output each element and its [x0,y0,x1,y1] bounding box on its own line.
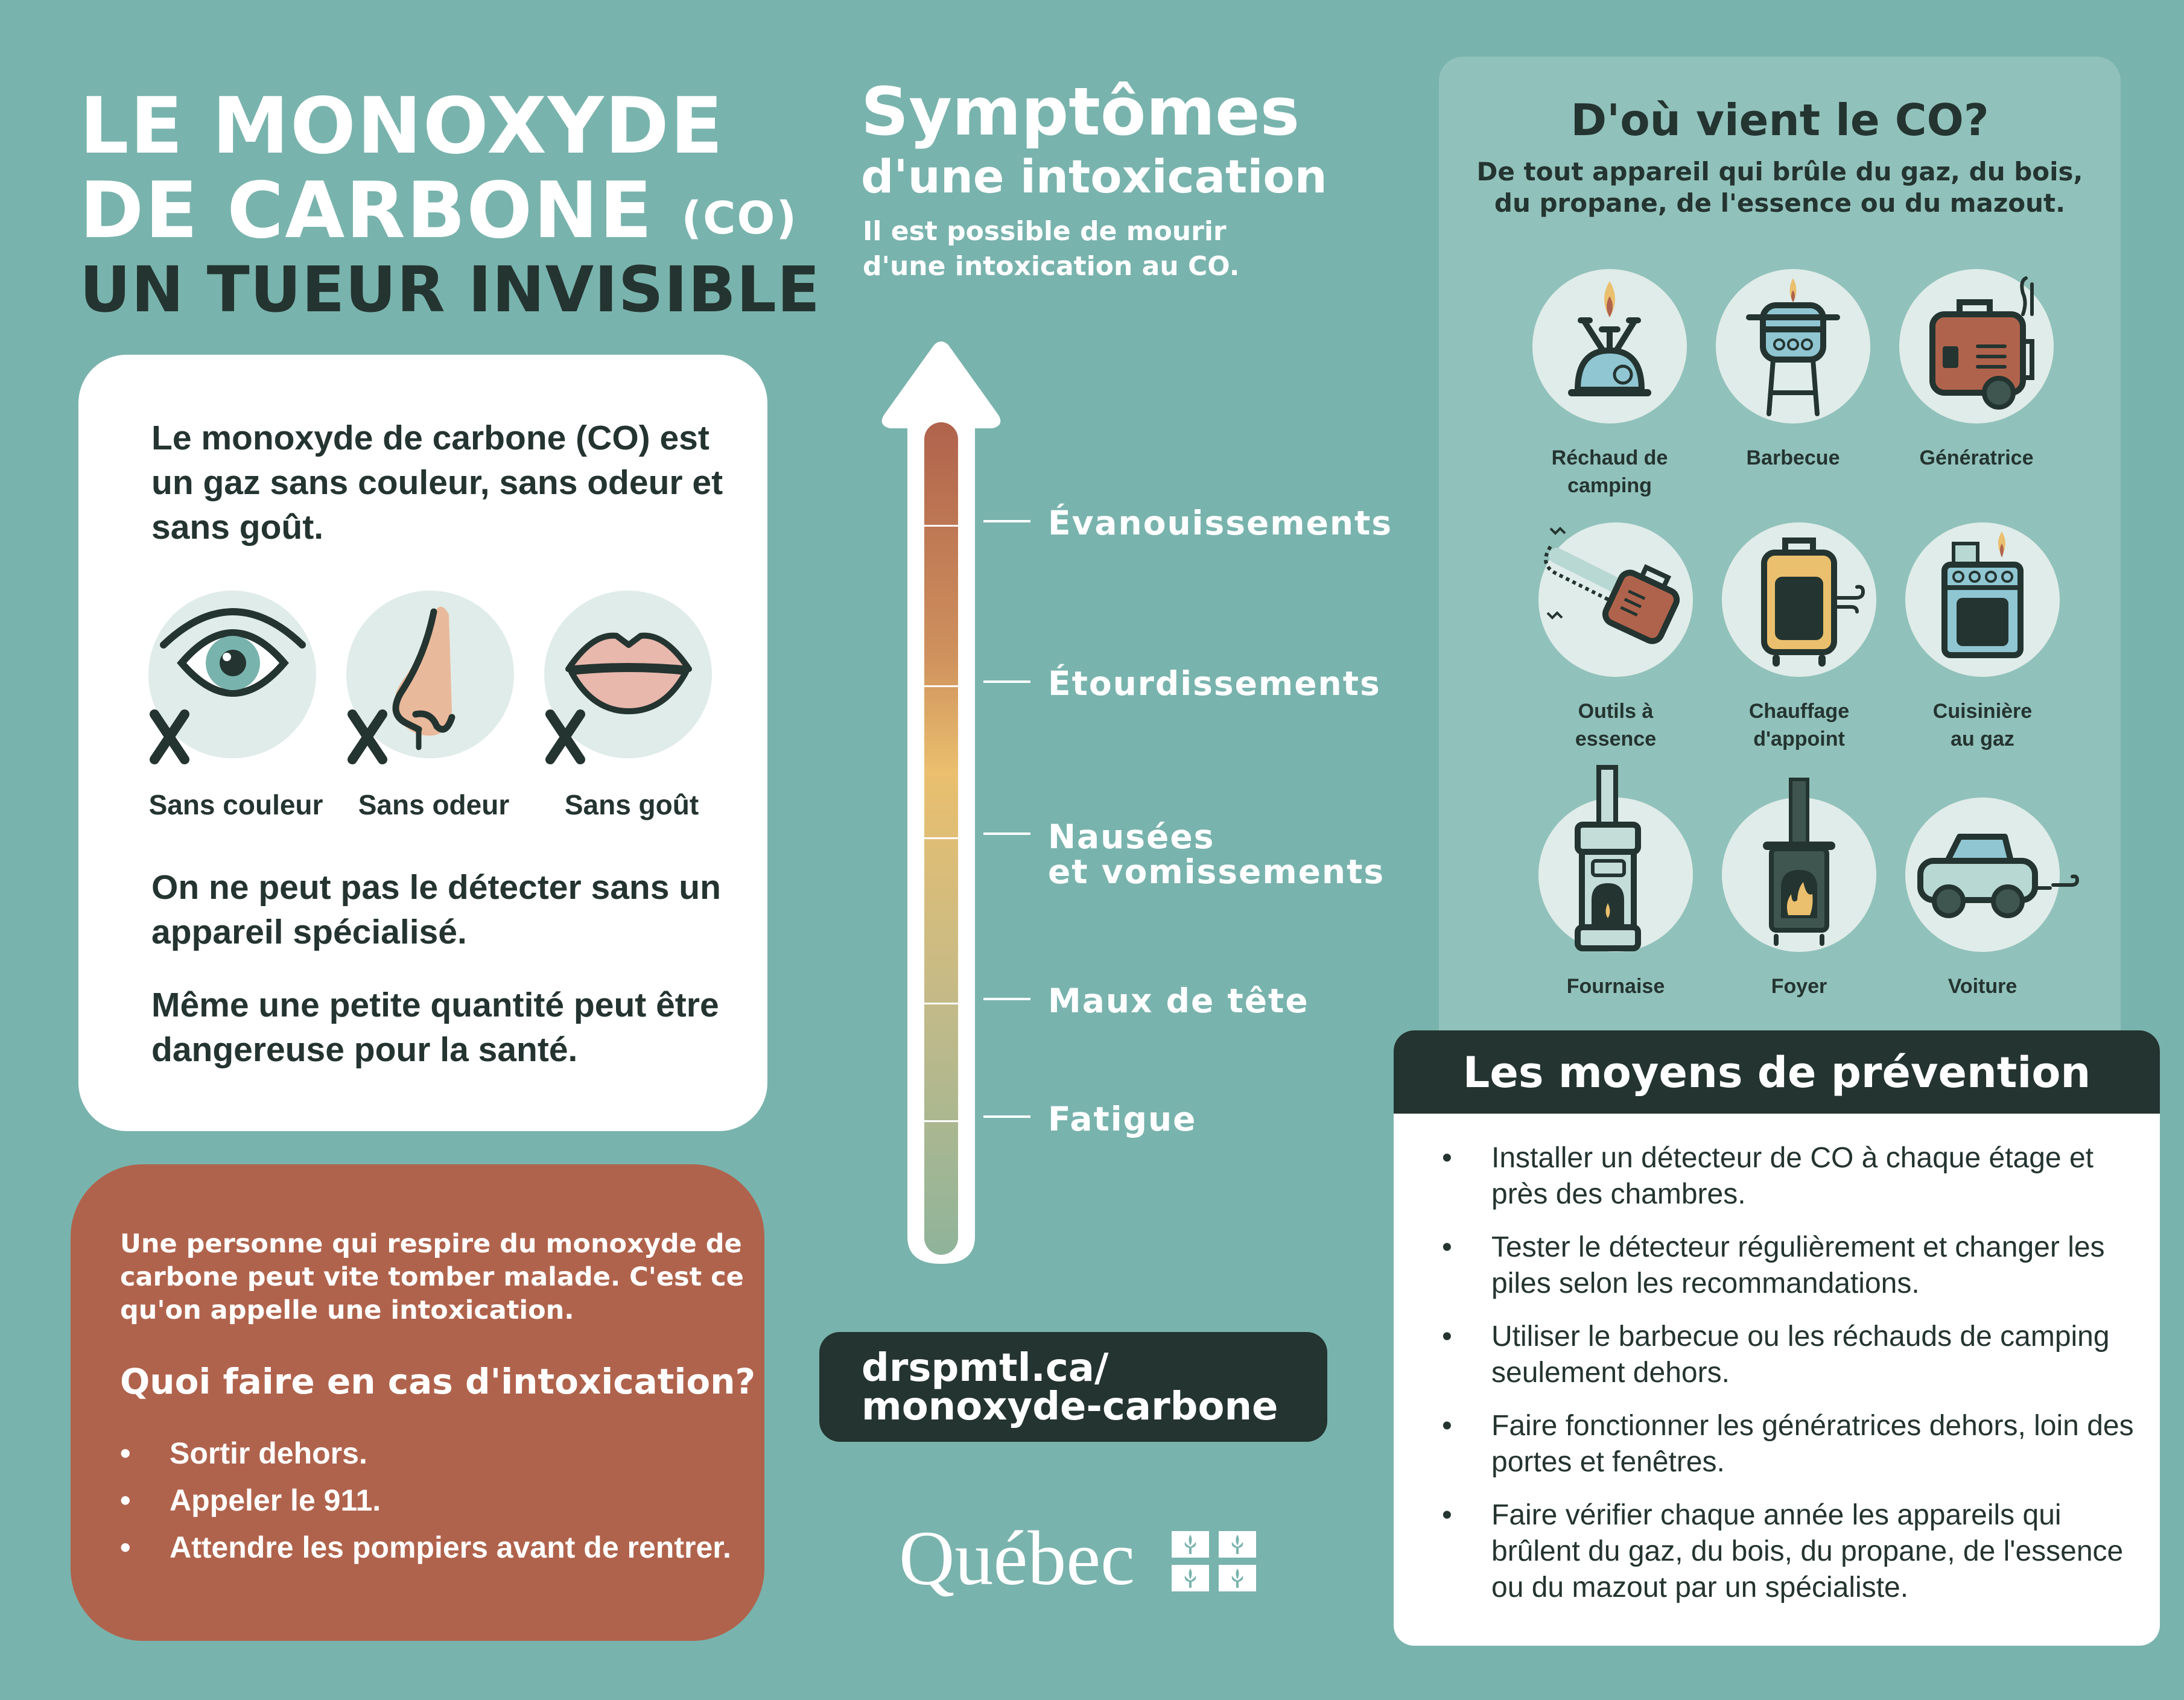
gas-stove-icon [1905,522,2060,677]
list-item: • Utiliser le barbecue ou les réchauds de camping seulement dehors. [1442,1319,2136,1391]
website-link[interactable] [819,1332,1327,1442]
source-label [1511,697,1720,753]
intoxication-intro: Une personne qui respire du monoxyde de carbone peut vite tomber malade. C'est ce qu'on appelle une intoxication. [120,1229,744,1325]
website-link-text[interactable] [862,1346,1278,1429]
x-mark-icon [352,714,383,760]
list-item: • Installer un détecteur de CO à chaque étage et près des chambres. [1442,1140,2136,1213]
list-item: • Sortir dehors. [120,1430,760,1477]
source-label-line-1: Foyer [1771,975,1827,998]
source-label [1878,697,2087,753]
source-item [1511,798,1692,1051]
symptoms-note-line-2: d'une intoxication au CO. [863,251,1240,282]
severity-thermometer-icon [869,338,1014,1267]
source-item [1878,798,2059,1051]
sources-title: D'où vient le CO? [1570,95,1989,145]
source-label-line-1: Cuisinière [1932,700,2033,723]
symptom-label: Étourdissements [1048,664,1381,703]
list-item: • Faire vérifier chaque année les appareils qui brûlent du gaz, du bois, du propane, de l'essence ou du mazout par un spécialiste. [1442,1497,2136,1606]
source-label-line-2: essence [1575,728,1657,750]
furnace-icon [1538,798,1693,952]
camping-stove-icon [1532,269,1687,423]
symptoms-note [863,214,1239,284]
source-item [1872,269,2053,522]
sources-subtitle-line-1: De tout appareil qui brûle du gaz, du bois, [1476,157,2083,186]
symptom-tick [983,680,1030,683]
sense-color [148,591,323,856]
prevention-title: Les moyens de prévention [1462,1048,2091,1097]
intoxication-card [71,1164,764,1641]
title-line-1: LE MONOXYDE [80,81,725,171]
website-line-2[interactable]: monoxyde-carbone [862,1384,1278,1429]
list-item: • Attendre les pompiers avant de rentrer. [120,1524,760,1571]
barbecue-icon [1716,269,1870,423]
intoxication-steps [120,1430,760,1571]
source-item [1511,522,1692,776]
list-item: • Tester le détecteur régulièrement et changer les piles selon les recommandations. [1442,1229,2136,1302]
source-item [1695,798,1876,1051]
symptom-label: Maux de tête [1048,982,1309,1020]
source-label-line-1: Chauffage [1748,700,1850,723]
symptom-tick [983,833,1030,835]
nose-icon [346,591,515,772]
senses-row [148,591,728,820]
symptom-tick [983,520,1030,522]
source-label [1695,697,1903,753]
sources-subtitle [1463,156,2097,219]
list-item: • Faire fonctionner les génératrices dehors, loin des portes et fenêtres. [1442,1408,2136,1480]
prevention-header [1394,1030,2160,1114]
source-label-line-1: Réchaud de [1551,446,1668,469]
source-item [1689,269,1870,522]
source-label-line-1: Génératrice [1919,446,2034,469]
source-label-line-1: Barbecue [1746,446,1840,469]
quebec-logo: Québec [899,1515,1135,1601]
list-item: • Appeler le 911. [120,1477,760,1524]
source-label-line-2: au gaz [1951,728,2014,750]
eye-icon [148,591,317,772]
small-quantity-text: Même une petite quantité peut être dangereuse pour la santé. [151,986,719,1069]
main-title [80,81,834,261]
sources-subtitle-line-2: du propane, de l'essence ou du mazout. [1494,188,2066,218]
sense-label: Sans couleur [148,789,323,820]
fleur-de-lis-flag-icon [1172,1531,1256,1591]
chainsaw-icon [1538,522,1693,677]
symptoms-title: Symptômes [861,73,1300,150]
symptom-label: Fatigue [1048,1100,1197,1138]
wood-stove-icon [1722,798,1876,952]
prevention-panel [1394,1030,2160,1646]
symptom-tick [983,998,1030,1000]
source-label-line-2: d'appoint [1753,728,1845,750]
title-line-2-text: DE CARBONE [80,166,653,256]
symptoms-note-line-1: Il est possible de mourir [863,216,1227,247]
symptom-tick [983,1115,1030,1118]
subtitle: UN TUEUR INVISIBLE [80,253,821,326]
lips-icon [544,591,713,772]
title-line-2 [80,166,834,261]
source-item [1878,522,2059,776]
x-mark-icon [154,714,185,760]
info-card [78,355,767,1131]
website-line-1[interactable]: drspmtl.ca/ [862,1346,1109,1391]
intoxication-question: Quoi faire en cas d'intoxication? [120,1361,756,1402]
sources-panel [1439,57,2121,1058]
car-icon [1905,798,2060,952]
source-item [1695,522,1876,776]
no-detect-text: On ne peut pas le détecter sans un appareil spécialisé. [151,868,721,951]
source-label-line-1: Voiture [1948,975,2017,998]
source-label [1872,444,2081,472]
sense-label: Sans odeur [358,789,510,820]
source-label [1511,972,1720,1000]
sense-label: Sans goût [564,789,699,820]
source-label [1689,444,1897,472]
source-label [1695,972,1903,1000]
source-label-line-1: Outils à [1578,700,1654,723]
symptoms-subtitle: d'une intoxication [861,150,1327,203]
sense-smell [346,591,515,856]
source-label [1878,972,2087,1000]
source-label-line-2: camping [1567,474,1652,497]
sense-taste [544,591,713,856]
source-label [1505,444,1714,500]
title-co: (CO) [681,192,798,244]
generator-icon [1899,269,2054,423]
symptom-label-line-2: et vomissements [1048,852,1385,891]
space-heater-icon [1722,522,1876,677]
source-label-line-1: Fournaise [1566,975,1665,998]
symptom-label: Nausées [1048,817,1215,856]
symptom-label: Évanouissements [1048,504,1393,542]
x-mark-icon [550,714,580,760]
prevention-list [1442,1140,2136,1623]
source-item [1505,269,1686,522]
intro-text: Le monoxyde de carbone (CO) est un gaz sans couleur, sans odeur et sans goût. [151,419,723,547]
